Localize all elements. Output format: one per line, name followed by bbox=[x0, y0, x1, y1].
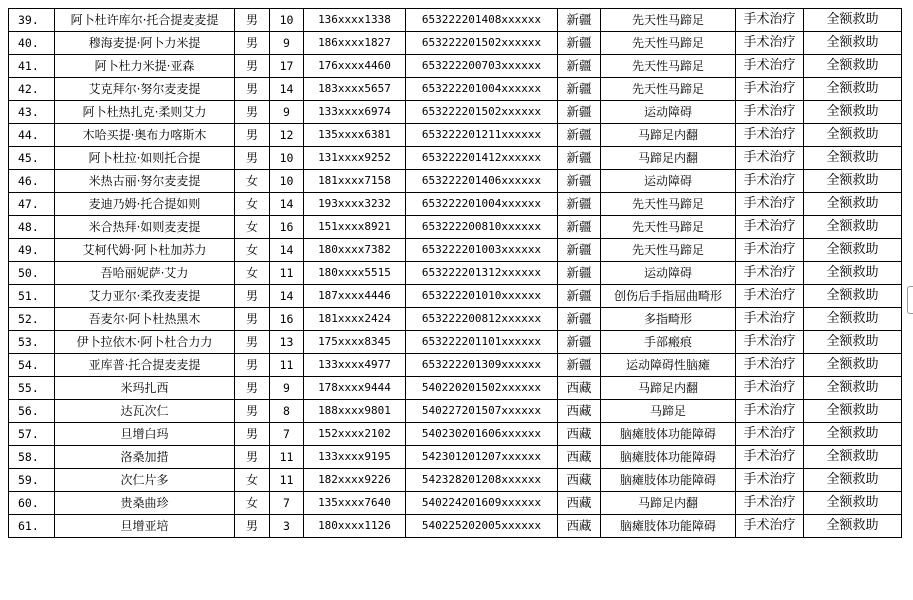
age-cell: 14 bbox=[270, 193, 304, 216]
diagnosis-cell: 马蹄足内翻 bbox=[601, 492, 736, 515]
gender-cell: 男 bbox=[235, 9, 270, 32]
gender-cell: 男 bbox=[235, 147, 270, 170]
table-row bbox=[9, 331, 902, 354]
age-cell: 11 bbox=[270, 469, 304, 492]
table-row bbox=[9, 492, 902, 515]
gender-cell: 女 bbox=[235, 216, 270, 239]
diagnosis-cell: 脑瘫肢体功能障碍 bbox=[601, 469, 736, 492]
phone-cell: 135xxxx7640 bbox=[304, 492, 406, 515]
treatment-cell: 手术治疗 bbox=[736, 377, 804, 400]
region-cell: 西藏 bbox=[558, 446, 601, 469]
patient-name-cell: 阿卜杜力米提·亚森 bbox=[55, 55, 235, 78]
phone-cell: 176xxxx4460 bbox=[304, 55, 406, 78]
row-index-cell: 56. bbox=[9, 400, 55, 423]
row-index-cell: 42. bbox=[9, 78, 55, 101]
patient-name-cell: 艾柯代姆·阿卜杜加苏力 bbox=[55, 239, 235, 262]
row-index-cell: 60. bbox=[9, 492, 55, 515]
phone-cell: 175xxxx8345 bbox=[304, 331, 406, 354]
region-cell: 新疆 bbox=[558, 78, 601, 101]
table-row bbox=[9, 147, 902, 170]
patient-name-cell: 次仁片多 bbox=[55, 469, 235, 492]
diagnosis-cell: 马蹄足内翻 bbox=[601, 147, 736, 170]
row-index-cell: 39. bbox=[9, 9, 55, 32]
id-number-cell: 653222201003xxxxxx bbox=[406, 239, 558, 262]
row-index-cell: 44. bbox=[9, 124, 55, 147]
patient-name-cell: 旦增白玛 bbox=[55, 423, 235, 446]
row-index-cell: 49. bbox=[9, 239, 55, 262]
row-index-cell: 51. bbox=[9, 285, 55, 308]
age-cell: 17 bbox=[270, 55, 304, 78]
region-cell: 新疆 bbox=[558, 193, 601, 216]
aid-type-cell: 全额救助 bbox=[804, 331, 902, 354]
aid-type-cell: 全额救助 bbox=[804, 78, 902, 101]
table-row bbox=[9, 170, 902, 193]
patient-name-cell: 伊卜拉依木·阿卜杜合力力 bbox=[55, 331, 235, 354]
region-cell: 新疆 bbox=[558, 32, 601, 55]
id-number-cell: 653222201502xxxxxx bbox=[406, 101, 558, 124]
gender-cell: 男 bbox=[235, 515, 270, 538]
table-row bbox=[9, 239, 902, 262]
treatment-cell: 手术治疗 bbox=[736, 354, 804, 377]
age-cell: 10 bbox=[270, 147, 304, 170]
age-cell: 9 bbox=[270, 32, 304, 55]
gender-cell: 女 bbox=[235, 193, 270, 216]
region-cell: 新疆 bbox=[558, 354, 601, 377]
table-row bbox=[9, 285, 902, 308]
region-cell: 西藏 bbox=[558, 423, 601, 446]
treatment-cell: 手术治疗 bbox=[736, 170, 804, 193]
diagnosis-cell: 运动障碍 bbox=[601, 101, 736, 124]
id-number-cell: 653222201004xxxxxx bbox=[406, 193, 558, 216]
gender-cell: 女 bbox=[235, 262, 270, 285]
age-cell: 11 bbox=[270, 262, 304, 285]
age-cell: 9 bbox=[270, 101, 304, 124]
diagnosis-cell: 运动障碍 bbox=[601, 170, 736, 193]
row-index-cell: 53. bbox=[9, 331, 55, 354]
treatment-cell: 手术治疗 bbox=[736, 32, 804, 55]
diagnosis-cell: 脑瘫肢体功能障碍 bbox=[601, 423, 736, 446]
gender-cell: 女 bbox=[235, 170, 270, 193]
id-number-cell: 653222201412xxxxxx bbox=[406, 147, 558, 170]
age-cell: 10 bbox=[270, 9, 304, 32]
phone-cell: 180xxxx7382 bbox=[304, 239, 406, 262]
gender-cell: 男 bbox=[235, 124, 270, 147]
patient-name-cell: 阿卜杜热扎克·柔则艾力 bbox=[55, 101, 235, 124]
region-cell: 西藏 bbox=[558, 515, 601, 538]
patient-name-cell: 木哈买提·奥布力喀斯木 bbox=[55, 124, 235, 147]
id-number-cell: 540220201502xxxxxx bbox=[406, 377, 558, 400]
patient-name-cell: 阿卜杜拉·如则托合提 bbox=[55, 147, 235, 170]
id-number-cell: 653222201408xxxxxx bbox=[406, 9, 558, 32]
gender-cell: 男 bbox=[235, 331, 270, 354]
id-number-cell: 540225202005xxxxxx bbox=[406, 515, 558, 538]
phone-cell: 180xxxx1126 bbox=[304, 515, 406, 538]
diagnosis-cell: 先天性马蹄足 bbox=[601, 216, 736, 239]
aid-type-cell: 全额救助 bbox=[804, 446, 902, 469]
treatment-cell: 手术治疗 bbox=[736, 124, 804, 147]
region-cell: 新疆 bbox=[558, 216, 601, 239]
gender-cell: 男 bbox=[235, 32, 270, 55]
aid-type-cell: 全额救助 bbox=[804, 469, 902, 492]
aid-type-cell: 全额救助 bbox=[804, 101, 902, 124]
gender-cell: 男 bbox=[235, 446, 270, 469]
aid-type-cell: 全额救助 bbox=[804, 239, 902, 262]
treatment-cell: 手术治疗 bbox=[736, 331, 804, 354]
age-cell: 16 bbox=[270, 308, 304, 331]
row-index-cell: 59. bbox=[9, 469, 55, 492]
treatment-cell: 手术治疗 bbox=[736, 492, 804, 515]
treatment-cell: 手术治疗 bbox=[736, 262, 804, 285]
phone-cell: 183xxxx5657 bbox=[304, 78, 406, 101]
region-cell: 新疆 bbox=[558, 331, 601, 354]
diagnosis-cell: 先天性马蹄足 bbox=[601, 193, 736, 216]
gender-cell: 男 bbox=[235, 354, 270, 377]
diagnosis-cell: 创伤后手指屈曲畸形 bbox=[601, 285, 736, 308]
diagnosis-cell: 脑瘫肢体功能障碍 bbox=[601, 446, 736, 469]
phone-cell: 181xxxx7158 bbox=[304, 170, 406, 193]
id-number-cell: 542301201207xxxxxx bbox=[406, 446, 558, 469]
table-row bbox=[9, 101, 902, 124]
row-index-cell: 43. bbox=[9, 101, 55, 124]
phone-cell: 152xxxx2102 bbox=[304, 423, 406, 446]
region-cell: 西藏 bbox=[558, 469, 601, 492]
scroll-edge-tab[interactable] bbox=[907, 286, 913, 314]
age-cell: 16 bbox=[270, 216, 304, 239]
phone-cell: 188xxxx9801 bbox=[304, 400, 406, 423]
phone-cell: 131xxxx9252 bbox=[304, 147, 406, 170]
treatment-cell: 手术治疗 bbox=[736, 446, 804, 469]
id-number-cell: 542328201208xxxxxx bbox=[406, 469, 558, 492]
id-number-cell: 653222201406xxxxxx bbox=[406, 170, 558, 193]
gender-cell: 男 bbox=[235, 423, 270, 446]
patient-name-cell: 阿卜杜许库尔·托合提麦麦提 bbox=[55, 9, 235, 32]
region-cell: 新疆 bbox=[558, 124, 601, 147]
table-row bbox=[9, 124, 902, 147]
region-cell: 西藏 bbox=[558, 377, 601, 400]
treatment-cell: 手术治疗 bbox=[736, 193, 804, 216]
region-cell: 新疆 bbox=[558, 285, 601, 308]
phone-cell: 182xxxx9226 bbox=[304, 469, 406, 492]
id-number-cell: 540224201609xxxxxx bbox=[406, 492, 558, 515]
region-cell: 新疆 bbox=[558, 308, 601, 331]
patient-name-cell: 艾克拜尔·努尔麦麦提 bbox=[55, 78, 235, 101]
phone-cell: 151xxxx8921 bbox=[304, 216, 406, 239]
treatment-cell: 手术治疗 bbox=[736, 9, 804, 32]
row-index-cell: 58. bbox=[9, 446, 55, 469]
table-row bbox=[9, 423, 902, 446]
gender-cell: 男 bbox=[235, 377, 270, 400]
row-index-cell: 48. bbox=[9, 216, 55, 239]
age-cell: 7 bbox=[270, 423, 304, 446]
table-body bbox=[9, 9, 902, 538]
gender-cell: 男 bbox=[235, 78, 270, 101]
id-number-cell: 653222201101xxxxxx bbox=[406, 331, 558, 354]
table-row bbox=[9, 55, 902, 78]
row-index-cell: 47. bbox=[9, 193, 55, 216]
region-cell: 新疆 bbox=[558, 170, 601, 193]
aid-type-cell: 全额救助 bbox=[804, 308, 902, 331]
id-number-cell: 653222201211xxxxxx bbox=[406, 124, 558, 147]
treatment-cell: 手术治疗 bbox=[736, 239, 804, 262]
aid-type-cell: 全额救助 bbox=[804, 147, 902, 170]
table-row bbox=[9, 515, 902, 538]
treatment-cell: 手术治疗 bbox=[736, 216, 804, 239]
patient-name-cell: 吾哈丽妮萨·艾力 bbox=[55, 262, 235, 285]
phone-cell: 180xxxx5515 bbox=[304, 262, 406, 285]
id-number-cell: 653222201004xxxxxx bbox=[406, 78, 558, 101]
row-index-cell: 46. bbox=[9, 170, 55, 193]
row-index-cell: 55. bbox=[9, 377, 55, 400]
gender-cell: 男 bbox=[235, 308, 270, 331]
age-cell: 8 bbox=[270, 400, 304, 423]
aid-type-cell: 全额救助 bbox=[804, 124, 902, 147]
region-cell: 新疆 bbox=[558, 9, 601, 32]
aid-type-cell: 全额救助 bbox=[804, 193, 902, 216]
patient-name-cell: 吾麦尔·阿卜杜热黑木 bbox=[55, 308, 235, 331]
patient-name-cell: 达瓦次仁 bbox=[55, 400, 235, 423]
diagnosis-cell: 脑瘫肢体功能障碍 bbox=[601, 515, 736, 538]
patient-aid-table bbox=[8, 8, 902, 538]
treatment-cell: 手术治疗 bbox=[736, 55, 804, 78]
diagnosis-cell: 马蹄足 bbox=[601, 400, 736, 423]
region-cell: 新疆 bbox=[558, 262, 601, 285]
row-index-cell: 52. bbox=[9, 308, 55, 331]
region-cell: 新疆 bbox=[558, 101, 601, 124]
aid-type-cell: 全额救助 bbox=[804, 515, 902, 538]
table-row bbox=[9, 469, 902, 492]
table-row bbox=[9, 32, 902, 55]
aid-type-cell: 全额救助 bbox=[804, 170, 902, 193]
phone-cell: 187xxxx4446 bbox=[304, 285, 406, 308]
table-row bbox=[9, 216, 902, 239]
diagnosis-cell: 运动障碍性脑瘫 bbox=[601, 354, 736, 377]
aid-type-cell: 全额救助 bbox=[804, 492, 902, 515]
row-index-cell: 45. bbox=[9, 147, 55, 170]
patient-name-cell: 米合热拜·如则麦麦提 bbox=[55, 216, 235, 239]
aid-type-cell: 全额救助 bbox=[804, 285, 902, 308]
aid-type-cell: 全额救助 bbox=[804, 32, 902, 55]
row-index-cell: 41. bbox=[9, 55, 55, 78]
gender-cell: 女 bbox=[235, 492, 270, 515]
table-row bbox=[9, 193, 902, 216]
aid-type-cell: 全额救助 bbox=[804, 55, 902, 78]
age-cell: 9 bbox=[270, 377, 304, 400]
phone-cell: 133xxxx4977 bbox=[304, 354, 406, 377]
age-cell: 11 bbox=[270, 446, 304, 469]
row-index-cell: 40. bbox=[9, 32, 55, 55]
age-cell: 3 bbox=[270, 515, 304, 538]
patient-name-cell: 亚库普·托合提麦麦提 bbox=[55, 354, 235, 377]
age-cell: 11 bbox=[270, 354, 304, 377]
gender-cell: 女 bbox=[235, 469, 270, 492]
treatment-cell: 手术治疗 bbox=[736, 78, 804, 101]
phone-cell: 193xxxx3232 bbox=[304, 193, 406, 216]
age-cell: 12 bbox=[270, 124, 304, 147]
row-index-cell: 50. bbox=[9, 262, 55, 285]
phone-cell: 181xxxx2424 bbox=[304, 308, 406, 331]
diagnosis-cell: 先天性马蹄足 bbox=[601, 9, 736, 32]
aid-type-cell: 全额救助 bbox=[804, 262, 902, 285]
diagnosis-cell: 先天性马蹄足 bbox=[601, 55, 736, 78]
aid-type-cell: 全额救助 bbox=[804, 377, 902, 400]
age-cell: 13 bbox=[270, 331, 304, 354]
aid-type-cell: 全额救助 bbox=[804, 423, 902, 446]
region-cell: 西藏 bbox=[558, 400, 601, 423]
treatment-cell: 手术治疗 bbox=[736, 101, 804, 124]
phone-cell: 136xxxx1338 bbox=[304, 9, 406, 32]
patient-name-cell: 旦增亚培 bbox=[55, 515, 235, 538]
age-cell: 14 bbox=[270, 285, 304, 308]
id-number-cell: 540230201606xxxxxx bbox=[406, 423, 558, 446]
age-cell: 14 bbox=[270, 239, 304, 262]
id-number-cell: 653222200703xxxxxx bbox=[406, 55, 558, 78]
treatment-cell: 手术治疗 bbox=[736, 308, 804, 331]
id-number-cell: 653222200810xxxxxx bbox=[406, 216, 558, 239]
diagnosis-cell: 运动障碍 bbox=[601, 262, 736, 285]
row-index-cell: 54. bbox=[9, 354, 55, 377]
diagnosis-cell: 先天性马蹄足 bbox=[601, 239, 736, 262]
age-cell: 10 bbox=[270, 170, 304, 193]
phone-cell: 135xxxx6381 bbox=[304, 124, 406, 147]
treatment-cell: 手术治疗 bbox=[736, 423, 804, 446]
patient-name-cell: 洛桑加措 bbox=[55, 446, 235, 469]
region-cell: 新疆 bbox=[558, 55, 601, 78]
aid-type-cell: 全额救助 bbox=[804, 216, 902, 239]
treatment-cell: 手术治疗 bbox=[736, 285, 804, 308]
id-number-cell: 540227201507xxxxxx bbox=[406, 400, 558, 423]
patient-name-cell: 穆海麦提·阿卜力米提 bbox=[55, 32, 235, 55]
table-row bbox=[9, 308, 902, 331]
treatment-cell: 手术治疗 bbox=[736, 515, 804, 538]
row-index-cell: 57. bbox=[9, 423, 55, 446]
table-row bbox=[9, 400, 902, 423]
gender-cell: 男 bbox=[235, 55, 270, 78]
treatment-cell: 手术治疗 bbox=[736, 147, 804, 170]
region-cell: 西藏 bbox=[558, 492, 601, 515]
diagnosis-cell: 先天性马蹄足 bbox=[601, 32, 736, 55]
region-cell: 新疆 bbox=[558, 239, 601, 262]
gender-cell: 男 bbox=[235, 285, 270, 308]
gender-cell: 男 bbox=[235, 400, 270, 423]
id-number-cell: 653222201309xxxxxx bbox=[406, 354, 558, 377]
region-cell: 新疆 bbox=[558, 147, 601, 170]
id-number-cell: 653222201502xxxxxx bbox=[406, 32, 558, 55]
table-row bbox=[9, 9, 902, 32]
table-row bbox=[9, 446, 902, 469]
table-row bbox=[9, 377, 902, 400]
aid-type-cell: 全额救助 bbox=[804, 400, 902, 423]
row-index-cell: 61. bbox=[9, 515, 55, 538]
phone-cell: 186xxxx1827 bbox=[304, 32, 406, 55]
patient-name-cell: 米热古丽·努尔麦麦提 bbox=[55, 170, 235, 193]
patient-name-cell: 米玛扎西 bbox=[55, 377, 235, 400]
gender-cell: 男 bbox=[235, 101, 270, 124]
treatment-cell: 手术治疗 bbox=[736, 400, 804, 423]
patient-name-cell: 艾力亚尔·柔孜麦麦提 bbox=[55, 285, 235, 308]
aid-type-cell: 全额救助 bbox=[804, 9, 902, 32]
phone-cell: 133xxxx6974 bbox=[304, 101, 406, 124]
diagnosis-cell: 手部瘢痕 bbox=[601, 331, 736, 354]
id-number-cell: 653222201312xxxxxx bbox=[406, 262, 558, 285]
patient-name-cell: 贵桑曲珍 bbox=[55, 492, 235, 515]
diagnosis-cell: 马蹄足内翻 bbox=[601, 377, 736, 400]
table-row bbox=[9, 354, 902, 377]
id-number-cell: 653222201010xxxxxx bbox=[406, 285, 558, 308]
patient-name-cell: 麦迪乃姆·托合提如则 bbox=[55, 193, 235, 216]
diagnosis-cell: 多指畸形 bbox=[601, 308, 736, 331]
aid-type-cell: 全额救助 bbox=[804, 354, 902, 377]
table-row bbox=[9, 78, 902, 101]
age-cell: 14 bbox=[270, 78, 304, 101]
diagnosis-cell: 马蹄足内翻 bbox=[601, 124, 736, 147]
diagnosis-cell: 先天性马蹄足 bbox=[601, 78, 736, 101]
id-number-cell: 653222200812xxxxxx bbox=[406, 308, 558, 331]
age-cell: 7 bbox=[270, 492, 304, 515]
phone-cell: 133xxxx9195 bbox=[304, 446, 406, 469]
table-row bbox=[9, 262, 902, 285]
treatment-cell: 手术治疗 bbox=[736, 469, 804, 492]
gender-cell: 女 bbox=[235, 239, 270, 262]
phone-cell: 178xxxx9444 bbox=[304, 377, 406, 400]
